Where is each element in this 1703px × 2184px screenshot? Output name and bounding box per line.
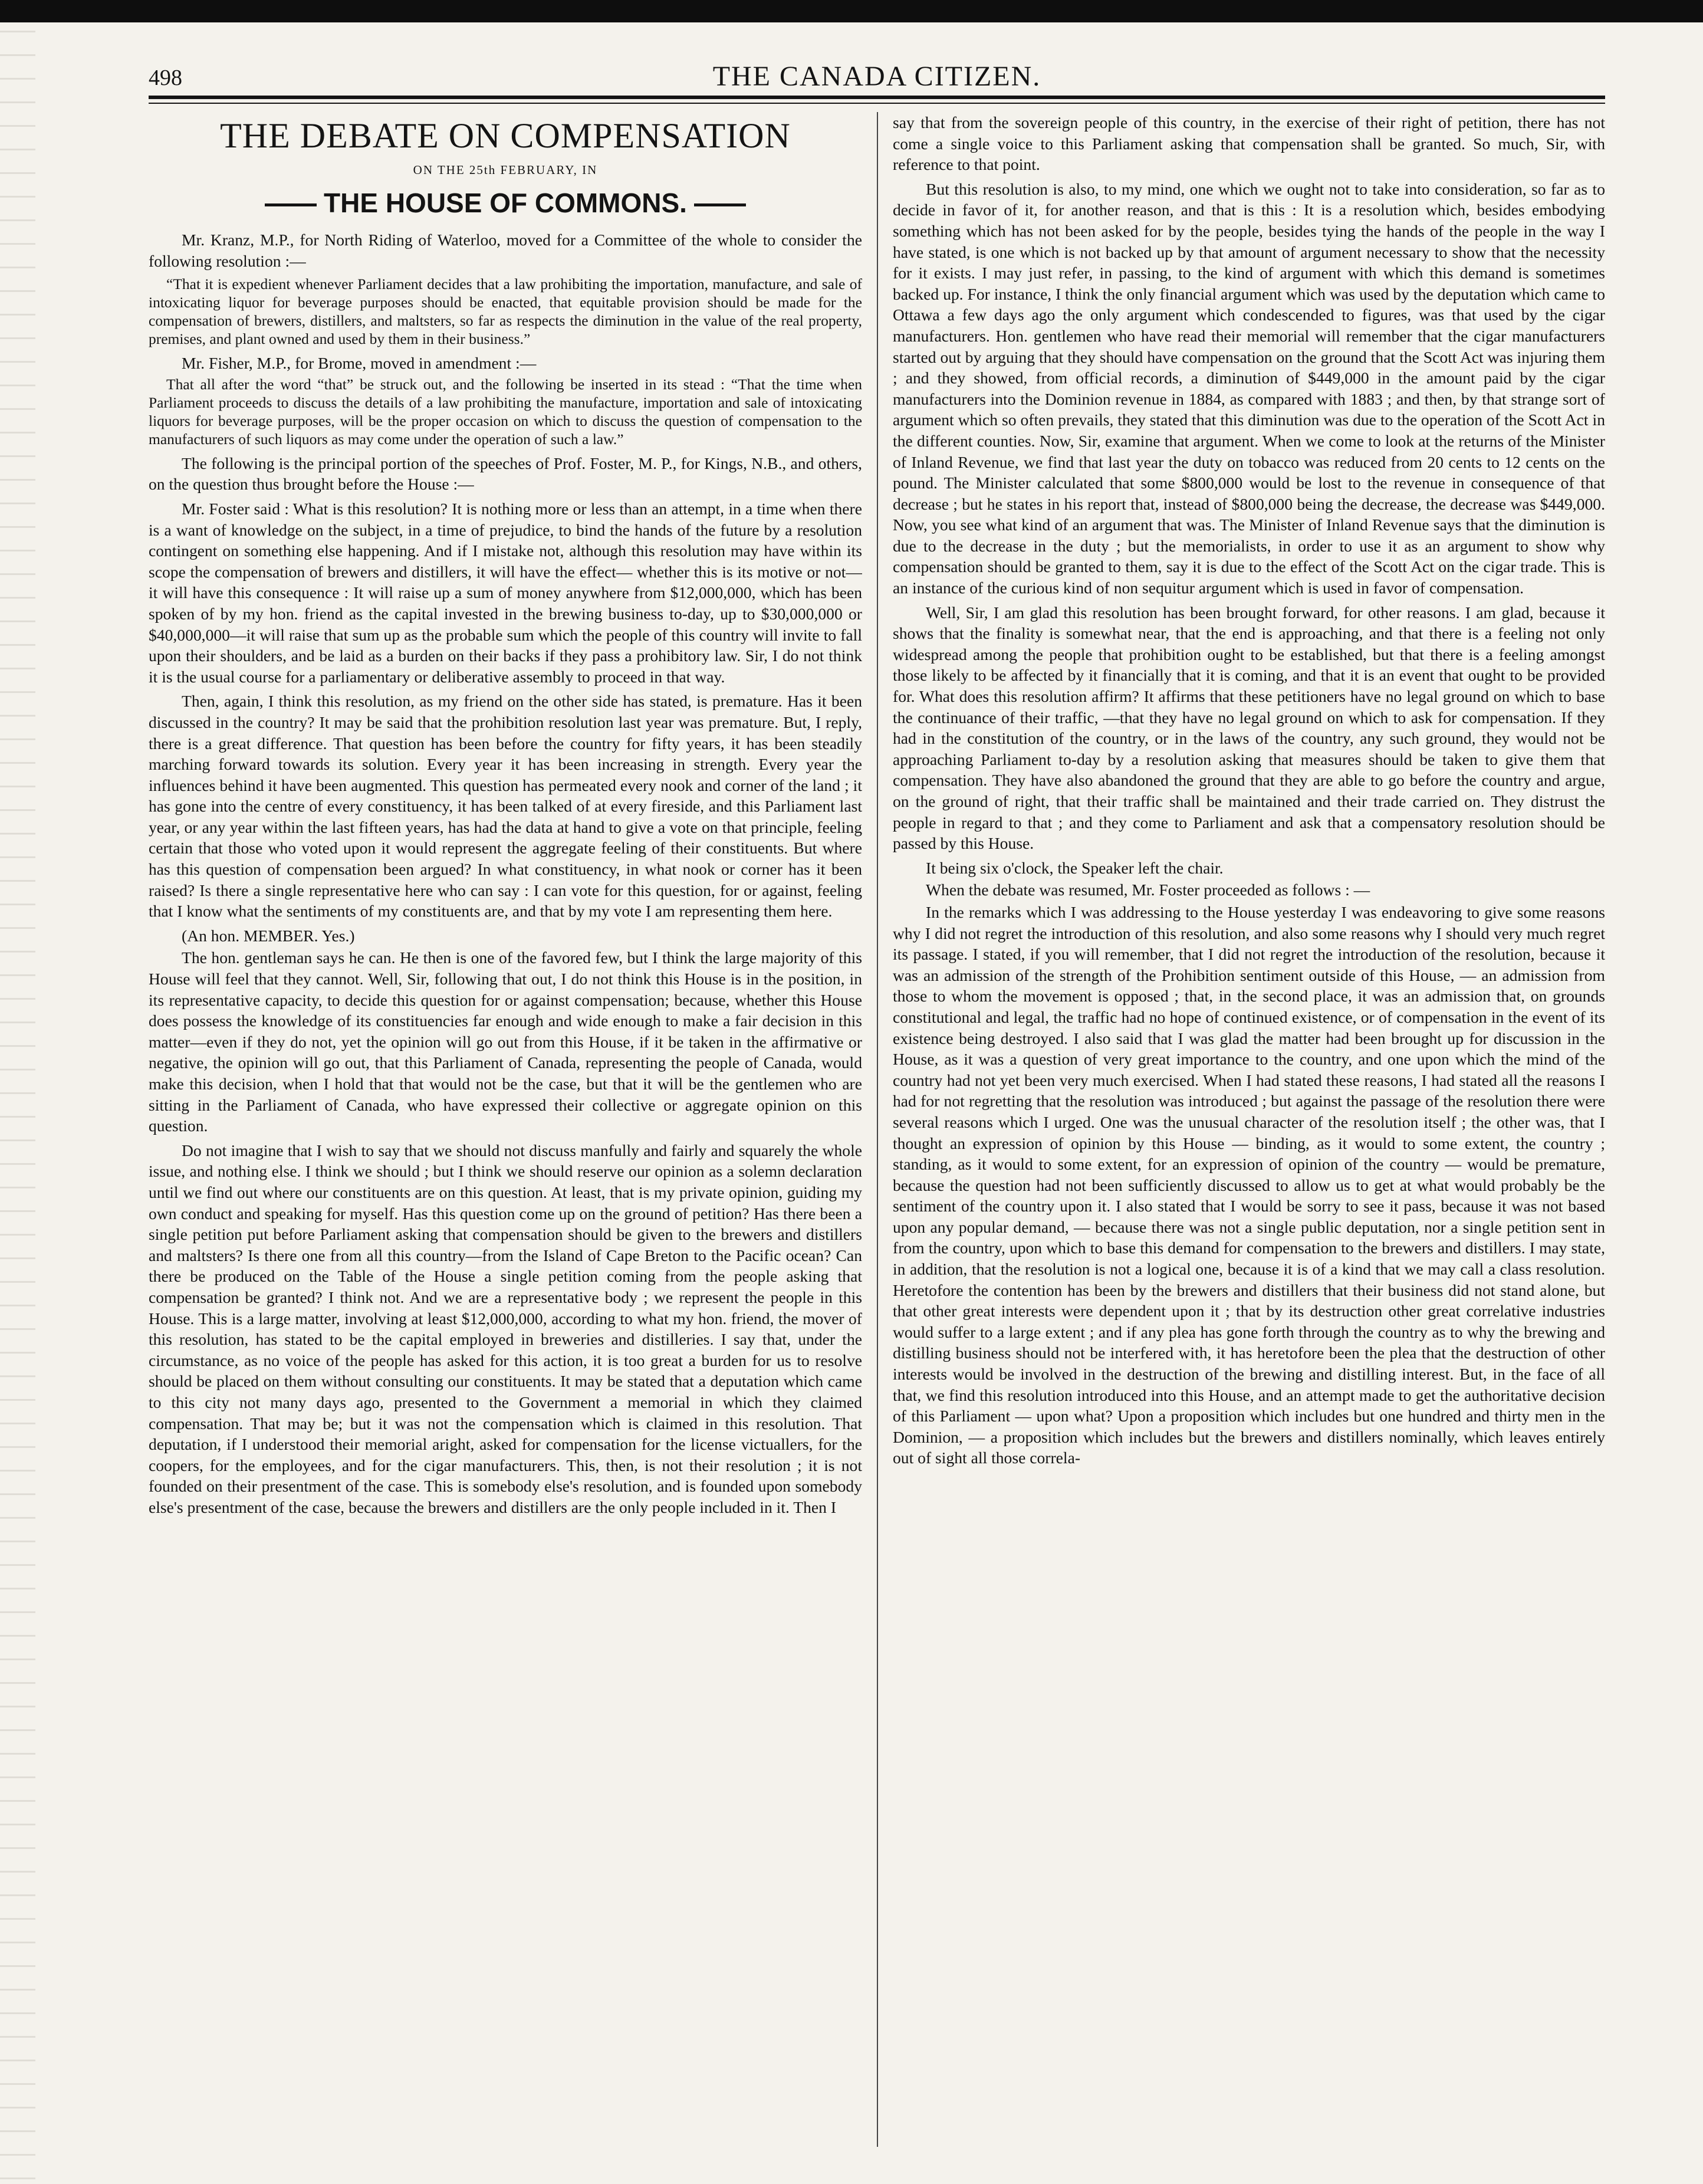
paragraph: Then, again, I think this resolution, as my friend on the other side has stated, is premature. Has it been discussed in the country? It may be said that the prohibition resolution last year was premature. But, I reply, there is a great difference. That question has been before the country for fifty years, it has been steadily marching forward towards its solution. Every year it has been increasing in strength. Every year the influences behind it have been augmented. This question has permeated every nook and corner of the land ; it has gone into the centre of every constituency, it has been talked of at every fireside, and this Parliament last year, or any year within the last fifteen years, has had the data at hand to give a vote on that principle, feeling certain that those who voted upon it would represent the aggregate feeling of their constituents. But where has this question of compensation been argued? In what constituency, in what nook or corner has it been raised? Is there a single representative here who can say : I can vote for this question, for or against, feeling that I know what the sentiments of my constituents are, and that by my vote I am representing them here. [149, 692, 862, 921]
decorative-dash [265, 203, 317, 206]
paragraph: When the debate was resumed, Mr. Foster proceeded as follows : — [926, 881, 1370, 899]
paragraph: say that from the sovereign people of this country, in the exercise of their right of petition, there has not come a single voice to this Parliament asking that compensation shall be granted. So much, Sir, with reference to that point. [893, 113, 1605, 174]
paragraph: Mr. Fisher, M.P., for Brome, moved in amendment :— [182, 354, 537, 373]
article-dateline: ON THE 25th FEBRUARY, IN [413, 163, 598, 177]
newspaper-page [149, 53, 1605, 2167]
paragraph: Mr. Foster said : What is this resolution? It is nothing more or less than an attempt, in a time when there is a want of knowledge on the subject, in a time of prejudice, to bind the hands of the future by a resolution contingent on something else happening. And if I mistake not, although this resolution may have within its scope the compensation of brewers and distillers, it will have the effect— whether this is its motive or not—it will have this consequence : It will raise up a sum of money anywhere from $12,000,000, which has been spoken of by my hon. friend as the capital invested in the brewing business to-day, up to $30,000,000 or $40,000,000—it will raise that sum up as the probable sum which the people of this country will invite to fall upon their shoulders, and be laid as a burden on their backs if they pass a prohibitory law. Sir, I do not think it is the usual course for a parliamentary or deliberative assembly to proceed in that way. [149, 499, 862, 686]
column-divider [877, 112, 878, 2147]
article-headline: THE DEBATE ON COMPENSATION [220, 116, 791, 155]
header-rule [149, 96, 1605, 99]
decorative-dash [694, 203, 746, 206]
quoted-resolution: “That it is expedient whenever Parliament decides that a law prohibiting the importation, manufacture, and sale of intoxicating liquor for beverage purposes should be enacted, that equitable provision should be made for the compensation of brewers, distillers, and maltsters, so far as respects the diminution in the value of the real property, premises, and plant owned and used by them in their business.” [149, 275, 862, 348]
paragraph: Mr. Kranz, M.P., for North Riding of Waterloo, moved for a Committee of the whole to consider the following resolution :— [149, 231, 862, 270]
paragraph: The following is the principal portion of the speeches of Prof. Foster, M. P., for Kings, N.B., and others, on the question thus brought before the House :— [149, 454, 862, 494]
paragraph: Well, Sir, I am glad this resolution has been brought forward, for other reasons. I am glad, because it shows that the finality is somewhat near, that the end is approaching, and that there is a feeling not only widespread among the people that prohibition ought to be established, but that there is a feeling amongst those likely to be affected by it financially that it is coming, and that it is an event that ought to be provided for. What does this resolution affirm? It affirms that these petitioners have no legal ground on which to base the continuance of their traffic, —that they have no legal ground on which to ask for compensation. If they had in the constitution of the country, or in the laws of the country, any such ground, they would not be approaching Parliament to-day by a resolution asking that measures should be taken to give them that compensation. They have also abandoned the ground that they are able to go before the country and argue, on the ground of right, that their traffic shall be maintained and their trade carried on. They distrust the people in regard to that ; and they come to Parliament and ask that a compensatory resolution should be passed by this House. [893, 603, 1605, 853]
header-rule-thin [149, 103, 1605, 104]
paragraph: Do not imagine that I wish to say that we should not discuss manfully and fairly and squarely the whole issue, and nothing else. I think we should ; but I think we should reserve our opinion as a solemn declaration until we find out where our constituents are on this question. At least, that is my private opinion, guiding my own conduct and speaking for myself. Has this question come up on the ground of petition? Has there been a single petition put before Parliament asking that compensation should be given to the brewers and distillers and maltsters? Is there one from all this country—from the Island of Cape Breton to the Pacific ocean? Can there be produced on the Table of the House a single petition coming from the people asking that compensation be granted? I think not. And we are a representative body ; we represent the people in this House. This is a large matter, involving at least $12,000,000, according to what my hon. friend, the mover of this resolution, has stated to be the capital employed in breweries and distilleries. I say that, under the circumstance, as no voice of the people has asked for this action, it is too great a burden for us to resolve should be placed on them without consulting our constituents. It may be stated that a deputation which came to this city not many days ago, presented to the Government a memorial in which they claimed compensation. That may be; but it was not the compensation which is claimed in this resolution. That deputation, if I understood their memorial aright, asked for compensation for the license victuallers, for the coopers, for the employees, and for the cigar manufacturers. This, then, is not their resolution ; it is not founded on their presentment of the case. This is somebody else's resolution, and is founded upon somebody else's presentment of the case, because the brewers and distillers are the only people included in it. Then I [149, 1141, 862, 1516]
page-number: 498 [149, 65, 182, 90]
page-header [149, 53, 1605, 91]
house-title: THE HOUSE OF COMMONS. [324, 188, 687, 218]
column-left [149, 112, 862, 2159]
paragraph: (An hon. MEMBER. Yes.) [182, 926, 355, 945]
paragraph: The hon. gentleman says he can. He then is one of the favored few, but I think the large majority of this House will feel that they cannot. Well, Sir, following that out, I do not think this House is in the position, in its representative capacity, to decide this question for or against compensation; because, whether this House does possess the knowledge of its constituencies far enough and wide enough to make a fair decision in this matter—even if they do not, yet the opinion will go out from this House, if it be taken in the affirmative or negative, the opinion will go out, that this Parliament of Canada, representing the people of Canada, would make this decision, when I hold that that would not be the case, but that it will be the gentlemen who are sitting in the Parliament of Canada, who have expressed their collective or aggregate opinion on this question. [149, 948, 862, 1135]
masthead: THE CANADA CITIZEN. [712, 61, 1041, 92]
paragraph: But this resolution is also, to my mind, one which we ought not to take into consideration, so far as to decide in favor of it, for another reason, and that is this : It is a resolution which, besides embodying something which has not been asked for by the people, besides tying the hands of the people in the way I have stated, is one which is not backed up by that amount of argument necessary to show that the necessity for it exists. I may just refer, in passing, to the kind of argument with which this demand is sometimes backed up. For instance, I think the only financial argument which was used by the deputation which came to Ottawa a few days ago the only argument which condescended to figures, was that used by the cigar manufacturers. Hon. gentlemen who have read their memorial will remember that the cigar manufacturers started out by arguing that they should have compensation on the ground that the Scott Act was injuring them ; and they showed, from official records, a diminution of $449,000 in the amount paid by the cigar manufacturers into the Dominion revenue in 1884, as compared with 1883 ; and then, by that strange sort of argument which so often prevails, they stated that this diminution was due to the operation of the Scott Act in the different counties. Now, Sir, examine that argument. When we come to look at the returns of the Minister of Inland Revenue, we find that last year the duty on tobacco was reduced from 20 cents to 12 cents on the pound. The Minister calculated that some $800,000 would be lost to the revenue in consequence of that decrease ; but he states in his report that, instead of $800,000 being the decrease, the decrease was $449,000. Now, you see what kind of an argument that was. The Minister of Inland Revenue says that the diminution is due to the decrease in the duty ; but the memorialists, in order to use it as an argument to show why compensation should be granted to them, say it is due to the effect of the Scott Act on the cigar trade. This is an instance of the curious kind of non sequitur argument which is used in favor of compensation. [893, 179, 1605, 597]
scan-left-margin [0, 22, 35, 2184]
article-subheadline [149, 187, 862, 219]
paragraph: It being six o'clock, the Speaker left the chair. [926, 858, 1224, 877]
column-right [893, 112, 1605, 2159]
paragraph: In the remarks which I was addressing to the House yesterday I was endeavoring to give some reasons why I did not regret the introduction of this resolution, and also some reasons why I should very much regret its passage. I stated, if you will remember, that I did not regret the introduction of the resolution, because it was an admission of the strength of the Prohibition sentiment outside of this House, — an admission from those to whom the movement is opposed ; that, in the second place, it was an admission that, on grounds constitutional and legal, the traffic had no hope of continued existence, or of compensation in the event of its existence being destroyed. I also said that I was glad the matter had been brought up for discussion in the House, as it was a question of very great importance to the country, and one upon which the mind of the country had not yet been very much exercised. When I had stated these reasons, I had stated all the reasons I had for not regretting that the resolution was introduced ; but against the passage of the resolution there were several reasons which I urged. One was the unusual character of the resolution itself ; the other was, that I thought an expression of opinion by this House — binding, as it would to some extent, the country ; standing, as it would to some extent, for an expression of opinion of the country — would be premature, because the question had not been sufficiently discussed to allow us to get at what would probably be the sentiment of the country upon it. I also stated that I would be sorry to see it pass, because it was not based upon any popular demand, — because there was not a single public deputation, nor a single petition sent in from the country, upon which to base this demand for compensation to the brewers and distillers. I may state, in addition, that the resolution is not a logical one, because it is of a kind that we may call a class resolution. Heretofore the contention has been by the brewers and distillers that their business did not stand alone, but that other great interests were dependent upon it ; that by its destruction other great correlative industries would suffer to a large extent ; and if any plea has gone forth through the country as to why the brewing and distilling business should not be interfered with, it has heretofore been the plea that the destruction of other interests would be involved in the destruction of the brewing and distilling interest. But, in the face of all that, we find this resolution introduced into this House, and an attempt made to get the authoritative decision of this Parliament — upon what? Upon a proposition which includes but one hundred and thirty men in the Dominion, — a proposition which includes but the brewers and distillers nominally, which leaves entirely out of sight all those correla- [893, 902, 1605, 1467]
scan-top-border [0, 0, 1703, 22]
quoted-amendment: That all after the word “that” be struck out, and the following be inserted in its stead : “That the time when Parliament proceeds to discuss the details of a law prohibiting the manufacture, importation and sale of intoxicating liquors for beverage purposes, will be the proper occasion on which to discuss the question of compensation to the manufacturers of such liquors as may come under the operation of such a law.” [149, 375, 862, 448]
